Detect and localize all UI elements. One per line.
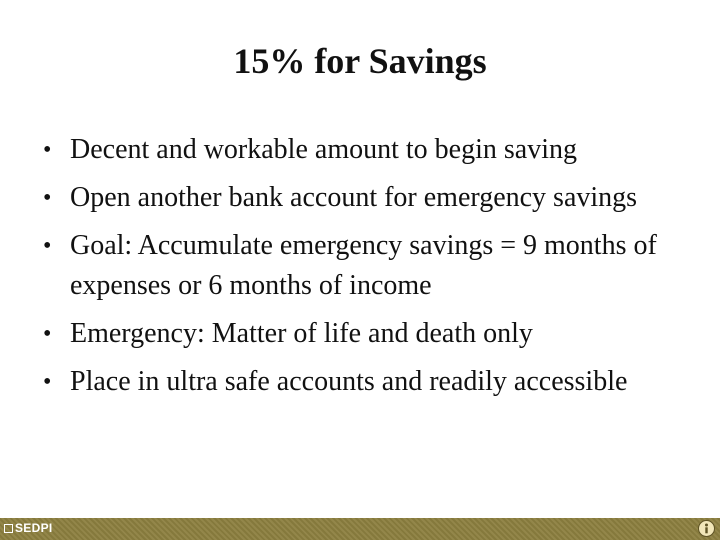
bullet-text: Decent and workable amount to begin saving	[70, 134, 577, 165]
bullet-item	[40, 130, 700, 170]
bullet-dot-icon: •	[43, 185, 52, 211]
bullet-text: Goal: Accumulate emergency savings = 9 months of expenses or 6 months of income	[70, 230, 657, 301]
bullet-text: Emergency: Matter of life and death only	[70, 318, 533, 349]
bullet-dot-icon: •	[43, 369, 52, 395]
bullet-text: Open another bank account for emergency savings	[70, 182, 638, 213]
bullet-dot-icon: •	[43, 321, 52, 347]
slide-title: 15% for Savings	[233, 41, 487, 81]
bullet-list	[40, 130, 700, 410]
footer-bar	[0, 518, 720, 540]
bullet-item	[40, 314, 700, 354]
bullet-item	[40, 178, 700, 218]
footer-logo	[4, 521, 53, 535]
bullet-dot-icon: •	[43, 137, 52, 163]
info-circle-icon	[698, 520, 715, 537]
bullet-item	[40, 362, 700, 402]
square-logo-icon	[4, 524, 13, 533]
bullet-text: Place in ultra safe accounts and readily accessible	[70, 366, 628, 397]
bullet-item	[40, 226, 700, 306]
footer-logo-text: SEDPI	[15, 521, 53, 535]
bullet-dot-icon: •	[43, 233, 52, 259]
